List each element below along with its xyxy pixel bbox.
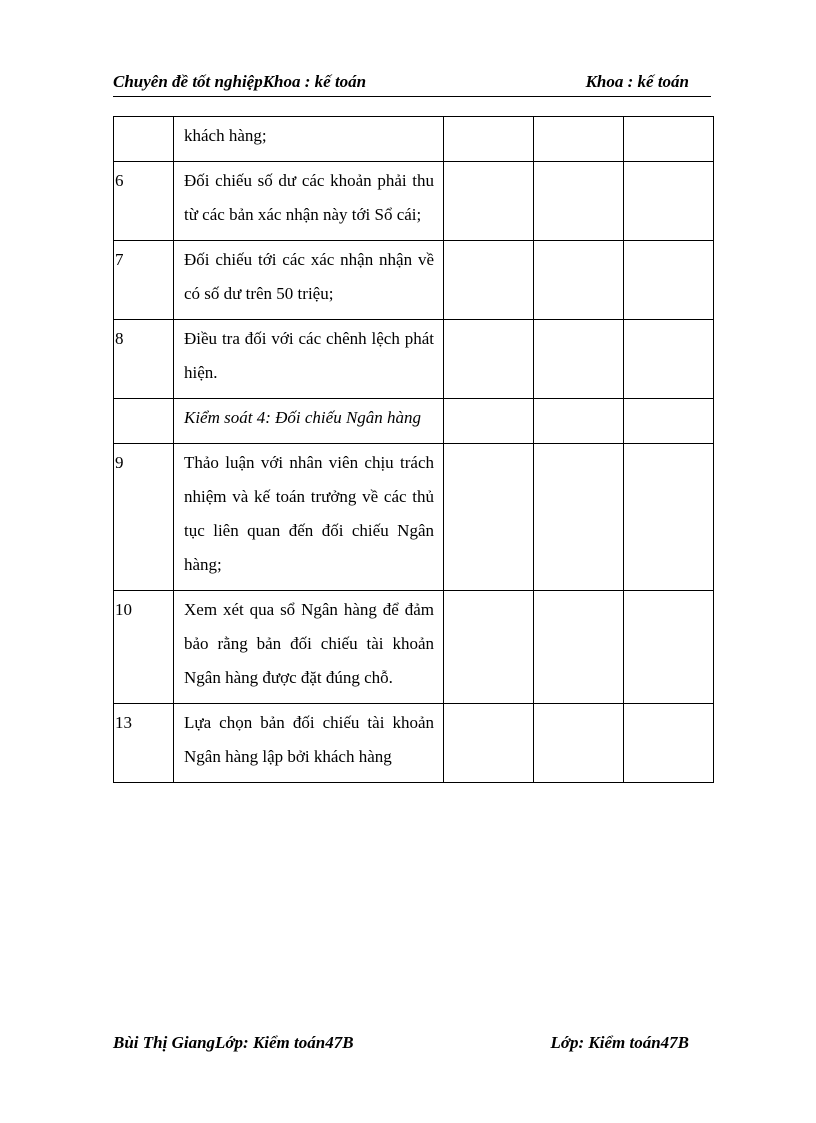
procedure-description-cell bbox=[174, 117, 444, 162]
empty-cell bbox=[624, 162, 714, 241]
procedure-description-cell bbox=[174, 320, 444, 399]
empty-cell bbox=[624, 704, 714, 783]
procedure-description: Điều tra đối với các chênh lệch phát hiện. bbox=[184, 329, 434, 382]
empty-cell bbox=[534, 117, 624, 162]
table-row bbox=[114, 117, 714, 162]
table-row bbox=[114, 241, 714, 320]
empty-cell bbox=[444, 320, 534, 399]
row-number-cell bbox=[114, 399, 174, 444]
empty-cell bbox=[624, 241, 714, 320]
header-left-text: Chuyên đề tốt nghiệpKhoa : kế toán bbox=[113, 72, 367, 91]
row-number: 13 bbox=[115, 713, 132, 732]
empty-cell bbox=[534, 399, 624, 444]
section-heading: Kiểm soát 4: Đối chiếu Ngân hàng bbox=[184, 408, 422, 427]
procedure-description-cell bbox=[174, 444, 444, 591]
empty-cell bbox=[444, 444, 534, 591]
empty-cell bbox=[444, 162, 534, 241]
empty-cell bbox=[534, 162, 624, 241]
empty-cell bbox=[624, 320, 714, 399]
procedure-description: Thảo luận với nhân viên chịu trách nhiệm và kế toán trưởng về các thủ tục liên quan đến đối chiếu Ngân hàng; bbox=[184, 453, 434, 574]
row-number-cell bbox=[114, 162, 174, 241]
footer-left-text: Bùi Thị GiangLớp: Kiểm toán47B bbox=[113, 1033, 354, 1052]
table-row bbox=[114, 591, 714, 704]
empty-cell bbox=[624, 444, 714, 591]
footer-right-text: Lớp: Kiểm toán47B bbox=[550, 1033, 689, 1052]
empty-cell bbox=[534, 320, 624, 399]
procedure-description: khách hàng; bbox=[184, 126, 267, 145]
table-row bbox=[114, 320, 714, 399]
row-number: 10 bbox=[115, 600, 132, 619]
procedure-description: Lựa chọn bản đối chiếu tài khoản Ngân hàng lập bởi khách hàng bbox=[184, 713, 434, 766]
procedure-description-cell bbox=[174, 704, 444, 783]
row-number: 9 bbox=[115, 453, 124, 472]
procedure-description: Đối chiếu số dư các khoản phải thu từ các bản xác nhận này tới Sổ cái; bbox=[184, 171, 434, 224]
table-row bbox=[114, 399, 714, 444]
empty-cell bbox=[534, 241, 624, 320]
table-row bbox=[114, 162, 714, 241]
row-number-cell bbox=[114, 704, 174, 783]
table-row bbox=[114, 704, 714, 783]
empty-cell bbox=[534, 704, 624, 783]
row-number: 6 bbox=[115, 171, 124, 190]
row-number-cell bbox=[114, 241, 174, 320]
procedure-description-cell bbox=[174, 162, 444, 241]
row-number: 8 bbox=[115, 329, 124, 348]
empty-cell bbox=[534, 591, 624, 704]
row-number-cell bbox=[114, 591, 174, 704]
row-number: 7 bbox=[115, 250, 124, 269]
empty-cell bbox=[624, 117, 714, 162]
empty-cell bbox=[444, 399, 534, 444]
audit-procedures-table bbox=[113, 116, 714, 783]
empty-cell bbox=[444, 591, 534, 704]
empty-cell bbox=[444, 704, 534, 783]
empty-cell bbox=[534, 444, 624, 591]
procedure-description-cell bbox=[174, 241, 444, 320]
empty-cell bbox=[444, 241, 534, 320]
empty-cell bbox=[624, 399, 714, 444]
header-right-text: Khoa : kế toán bbox=[585, 72, 689, 91]
page-header bbox=[113, 70, 711, 97]
table-row bbox=[114, 444, 714, 591]
procedure-description-cell bbox=[174, 399, 444, 444]
row-number-cell bbox=[114, 444, 174, 591]
row-number-cell bbox=[114, 117, 174, 162]
empty-cell bbox=[444, 117, 534, 162]
row-number-cell bbox=[114, 320, 174, 399]
empty-cell bbox=[624, 591, 714, 704]
procedure-description: Đối chiếu tới các xác nhận nhận về có số dư trên 50 triệu; bbox=[184, 250, 434, 303]
procedure-description-cell bbox=[174, 591, 444, 704]
procedure-description: Xem xét qua sổ Ngân hàng để đảm bảo rằng bản đối chiếu tài khoản Ngân hàng được đặt đúng chỗ. bbox=[184, 600, 434, 687]
